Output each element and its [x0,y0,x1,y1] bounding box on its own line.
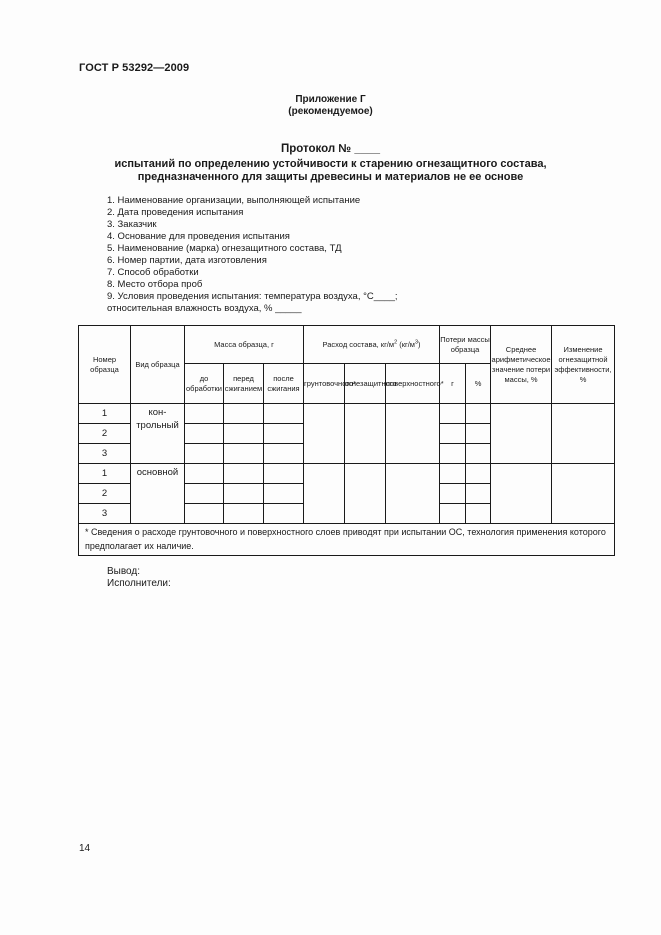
row-number: 2 [79,424,131,444]
sample-kind-main: основной [131,464,185,524]
header-loss-pct: % [466,364,491,404]
sample-kind-control: кон- трольный [131,404,185,464]
list-item: 8. Место отбора проб [107,279,203,290]
list-item: 9. Условия проведения испытания: температура воздуха, °С____; [107,291,398,302]
standard-header: ГОСТ Р 53292—2009 [79,62,190,74]
table-row [79,404,615,424]
table-footnote: * Сведения о расходе грунтовочного и поверхностного слоев приводят при испытании ОС, технология применения которого предполагает их наличие. [79,524,615,556]
table-row [79,464,615,484]
list-item: 5. Наименование (марка) огнезащитного состава, ТД [107,243,342,254]
header-mass-before: до обработки [185,364,224,404]
list-item: 3. Заказчик [107,219,157,230]
row-number: 1 [79,464,131,484]
header-average-loss: Среднее арифметическое значение потери массы, % [491,326,552,404]
header-fire-retardant: огнезащитного [345,364,386,404]
row-number: 3 [79,504,131,524]
row-number: 1 [79,404,131,424]
header-surface: поверхностного* [386,364,440,404]
protocol-subject-line2: предназначенного для защиты древесины и материалов не ее основе [137,171,524,183]
row-number: 3 [79,444,131,464]
header-mass-pre-burn: перед сжиганием [224,364,264,404]
protocol-items-list [107,195,398,315]
header-loss-g: г [440,364,466,404]
list-item: 1. Наименование организации, выполняющей испытание [107,195,361,206]
results-table [78,325,615,556]
protocol-subject-line1: испытаний по определению устойчивости к старению огнезащитного состава, [114,158,547,170]
header-efficiency-change: Изменение огнезащитной эффективности, % [552,326,615,404]
list-item: 2. Дата проведения испытания [107,207,244,218]
appendix-title: Приложение Г [295,94,366,105]
performers-label: Исполнители: [107,578,171,589]
list-item: относительная влажность воздуха, % _____ [107,303,302,314]
conclusion-block [107,566,171,590]
header-sample-kind: Вид образца [131,326,185,404]
header-consumption: Расход состава, $кг/м^2$ $(кг/м^3)$ [304,326,440,364]
protocol-title: Протокол № ____ [281,143,380,155]
list-item: 6. Номер партии, дата изготовления [107,255,267,266]
list-item: 4. Основание для проведения испытания [107,231,290,242]
page-number: 14 [79,843,91,854]
appendix-status: (рекомендуемое) [288,106,373,117]
header-sample-number: Номер образца [79,326,131,404]
header-mass-loss: Потери массы образца [440,326,491,364]
list-item: 7. Способ обработки [107,267,199,278]
header-mass-post-burn: после сжигания [264,364,304,404]
conclusion-label: Вывод: [107,566,141,577]
row-number: 2 [79,484,131,504]
header-primer: грунтовочного* [304,364,345,404]
header-mass: Масса образца, г [185,326,304,364]
